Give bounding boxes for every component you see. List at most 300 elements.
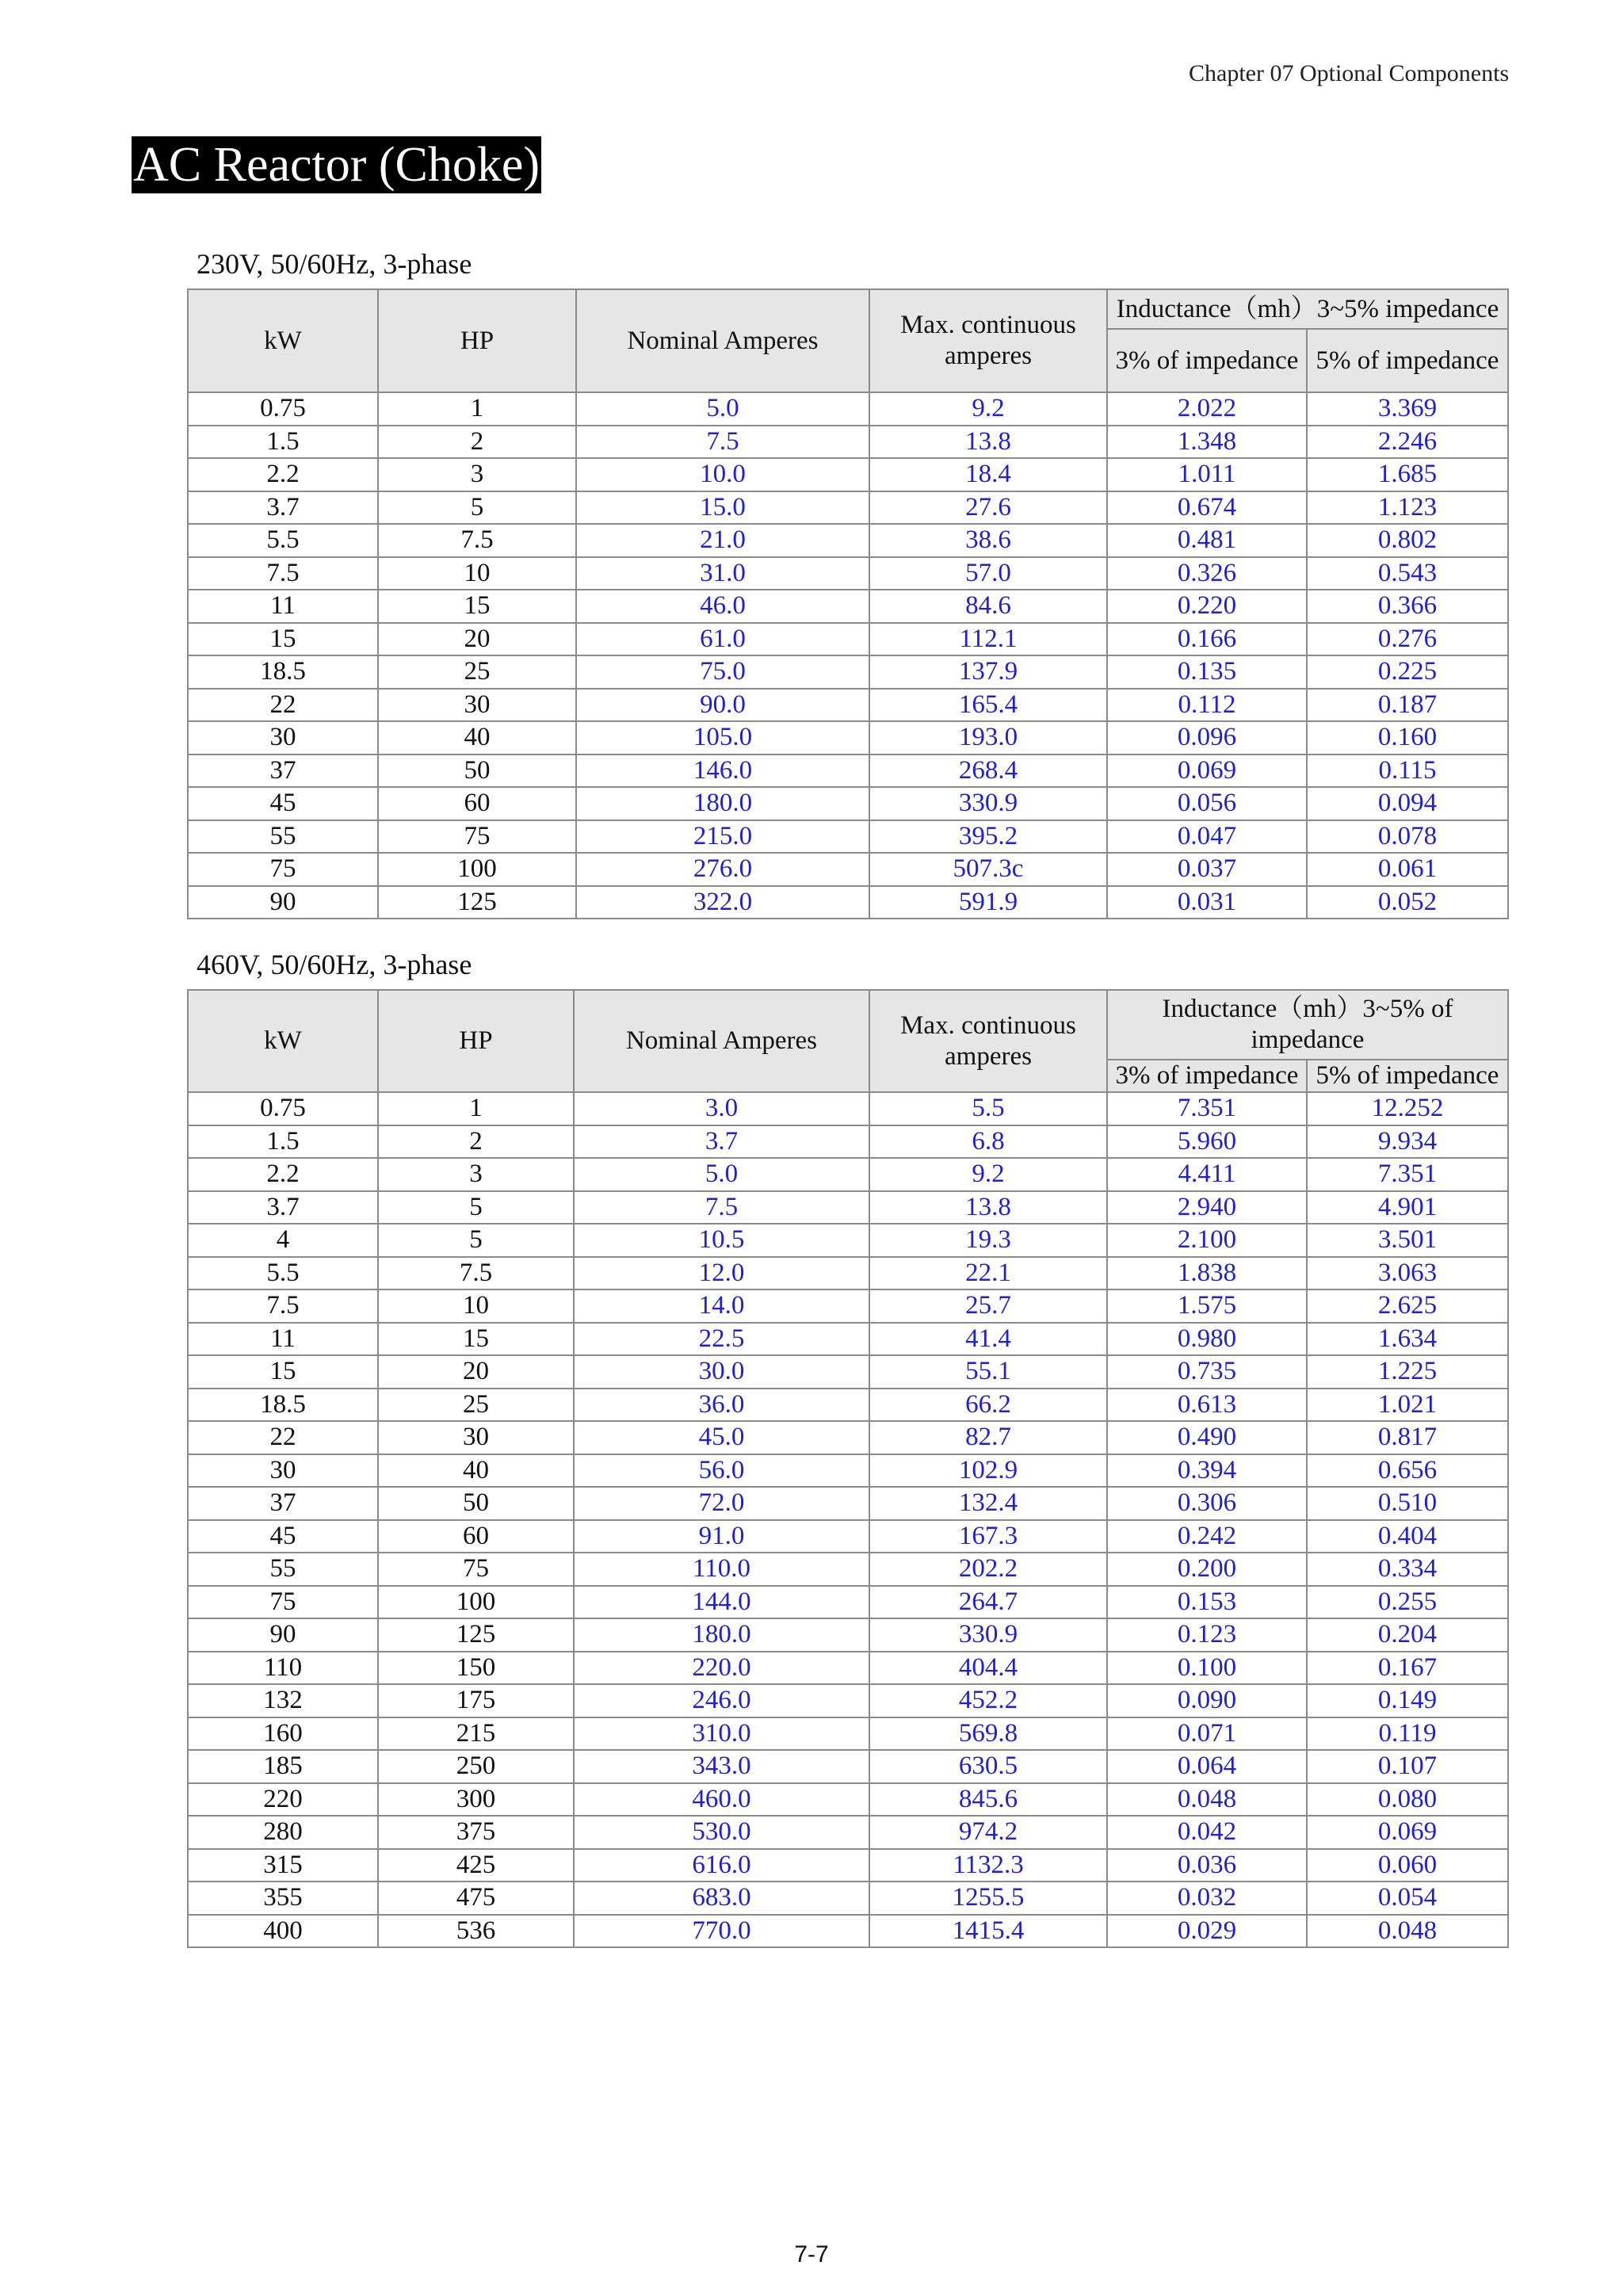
cell-kw: 355 (188, 1881, 378, 1915)
cell-nominal-amperes: 322.0 (576, 886, 869, 919)
cell-hp: 40 (378, 1454, 574, 1488)
table-row (188, 1618, 1508, 1652)
cell-nominal-amperes: 220.0 (574, 1652, 869, 1685)
col-kw-header: kW (188, 289, 378, 392)
cell-3pct-inductance: 0.481 (1107, 524, 1307, 557)
cell-kw: 18.5 (188, 1389, 378, 1422)
cell-5pct-inductance: 0.048 (1307, 1915, 1508, 1948)
cell-nominal-amperes: 110.0 (574, 1553, 869, 1586)
table-row (188, 1389, 1508, 1422)
cell-hp: 250 (378, 1750, 574, 1783)
cell-3pct-inductance: 0.056 (1107, 787, 1307, 820)
cell-max-continuous: 330.9 (869, 787, 1107, 820)
cell-3pct-inductance: 4.411 (1107, 1158, 1307, 1191)
table-row (188, 1849, 1508, 1882)
col-5pct-header: 5% of impedance (1307, 329, 1508, 392)
cell-hp: 100 (378, 853, 576, 886)
cell-3pct-inductance: 0.036 (1107, 1849, 1307, 1882)
cell-5pct-inductance: 0.802 (1307, 524, 1508, 557)
col-inductance-header: Inductance（mh）3~5% of impedance (1107, 990, 1508, 1060)
table-row (188, 1125, 1508, 1159)
cell-kw: 90 (188, 886, 378, 919)
col-hp-header: HP (378, 990, 574, 1092)
cell-hp: 75 (378, 1553, 574, 1586)
col-5pct-header: 5% of impedance (1307, 1060, 1508, 1092)
table-row (188, 755, 1508, 788)
cell-nominal-amperes: 36.0 (574, 1389, 869, 1422)
cell-hp: 3 (378, 458, 576, 491)
cell-5pct-inductance: 0.276 (1307, 623, 1508, 656)
cell-5pct-inductance: 1.634 (1307, 1323, 1508, 1356)
table-row (188, 1717, 1508, 1751)
cell-5pct-inductance: 3.063 (1307, 1257, 1508, 1290)
cell-nominal-amperes: 61.0 (576, 623, 869, 656)
cell-kw: 2.2 (188, 458, 378, 491)
cell-3pct-inductance: 0.200 (1107, 1553, 1307, 1586)
cell-kw: 110 (188, 1652, 378, 1685)
cell-3pct-inductance: 0.037 (1107, 853, 1307, 886)
cell-5pct-inductance: 0.255 (1307, 1586, 1508, 1619)
cell-nominal-amperes: 683.0 (574, 1881, 869, 1915)
table-row (188, 1553, 1508, 1586)
cell-max-continuous: 1255.5 (869, 1881, 1107, 1915)
cell-max-continuous: 55.1 (869, 1355, 1107, 1389)
cell-hp: 375 (378, 1816, 574, 1849)
cell-kw: 4 (188, 1224, 378, 1257)
page-number: 7-7 (794, 2241, 829, 2267)
cell-nominal-amperes: 343.0 (574, 1750, 869, 1783)
table-row (188, 623, 1508, 656)
cell-5pct-inductance: 1.225 (1307, 1355, 1508, 1389)
cell-max-continuous: 27.6 (869, 491, 1107, 525)
cell-kw: 1.5 (188, 426, 378, 459)
table-row (188, 1783, 1508, 1817)
cell-kw: 75 (188, 1586, 378, 1619)
cell-hp: 1 (378, 392, 576, 426)
cell-nominal-amperes: 770.0 (574, 1915, 869, 1948)
cell-kw: 2.2 (188, 1158, 378, 1191)
cell-5pct-inductance: 3.501 (1307, 1224, 1508, 1257)
table-row (188, 655, 1508, 689)
table-row (188, 1750, 1508, 1783)
cell-3pct-inductance: 1.838 (1107, 1257, 1307, 1290)
cell-kw: 11 (188, 1323, 378, 1356)
cell-5pct-inductance: 0.334 (1307, 1553, 1508, 1586)
cell-hp: 15 (378, 590, 576, 623)
table-row (188, 458, 1508, 491)
cell-hp: 536 (378, 1915, 574, 1948)
cell-nominal-amperes: 56.0 (574, 1454, 869, 1488)
cell-hp: 30 (378, 1421, 574, 1454)
cell-3pct-inductance: 0.031 (1107, 886, 1307, 919)
cell-max-continuous: 974.2 (869, 1816, 1107, 1849)
cell-max-continuous: 845.6 (869, 1783, 1107, 1817)
cell-max-continuous: 18.4 (869, 458, 1107, 491)
cell-kw: 0.75 (188, 1092, 378, 1125)
cell-3pct-inductance: 0.069 (1107, 755, 1307, 788)
cell-5pct-inductance: 0.115 (1307, 755, 1508, 788)
cell-max-continuous: 165.4 (869, 689, 1107, 722)
cell-3pct-inductance: 0.326 (1107, 557, 1307, 590)
cell-nominal-amperes: 75.0 (576, 655, 869, 689)
cell-3pct-inductance: 0.394 (1107, 1454, 1307, 1488)
cell-5pct-inductance: 0.510 (1307, 1487, 1508, 1520)
table-row (188, 1289, 1508, 1323)
cell-kw: 55 (188, 820, 378, 854)
table-row (188, 1421, 1508, 1454)
cell-5pct-inductance: 0.149 (1307, 1684, 1508, 1717)
cell-hp: 5 (378, 1224, 574, 1257)
col-inductance-header: Inductance（mh）3~5% impedance (1107, 289, 1508, 329)
cell-hp: 40 (378, 721, 576, 755)
cell-3pct-inductance: 0.071 (1107, 1717, 1307, 1751)
cell-kw: 220 (188, 1783, 378, 1817)
cell-max-continuous: 268.4 (869, 755, 1107, 788)
cell-nominal-amperes: 12.0 (574, 1257, 869, 1290)
cell-kw: 132 (188, 1684, 378, 1717)
table-row (188, 1454, 1508, 1488)
cell-nominal-amperes: 215.0 (576, 820, 869, 854)
col-max-continuous-header: Max. continuous amperes (869, 289, 1107, 392)
table-row (188, 1092, 1508, 1125)
cell-hp: 100 (378, 1586, 574, 1619)
cell-max-continuous: 38.6 (869, 524, 1107, 557)
cell-kw: 185 (188, 1750, 378, 1783)
cell-max-continuous: 395.2 (869, 820, 1107, 854)
cell-5pct-inductance: 0.366 (1307, 590, 1508, 623)
cell-max-continuous: 9.2 (869, 392, 1107, 426)
table-row (188, 1224, 1508, 1257)
cell-kw: 30 (188, 1454, 378, 1488)
cell-3pct-inductance: 0.153 (1107, 1586, 1307, 1619)
cell-hp: 2 (378, 426, 576, 459)
cell-max-continuous: 25.7 (869, 1289, 1107, 1323)
table-row (188, 886, 1508, 919)
cell-5pct-inductance: 0.187 (1307, 689, 1508, 722)
cell-nominal-amperes: 105.0 (576, 721, 869, 755)
cell-max-continuous: 137.9 (869, 655, 1107, 689)
cell-5pct-inductance: 0.160 (1307, 721, 1508, 755)
cell-kw: 1.5 (188, 1125, 378, 1159)
cell-5pct-inductance: 0.080 (1307, 1783, 1508, 1817)
cell-nominal-amperes: 7.5 (576, 426, 869, 459)
cell-max-continuous: 193.0 (869, 721, 1107, 755)
cell-5pct-inductance: 0.817 (1307, 1421, 1508, 1454)
cell-hp: 20 (378, 623, 576, 656)
cell-nominal-amperes: 10.0 (576, 458, 869, 491)
cell-max-continuous: 132.4 (869, 1487, 1107, 1520)
cell-kw: 315 (188, 1849, 378, 1882)
table-row (188, 1586, 1508, 1619)
cell-max-continuous: 404.4 (869, 1652, 1107, 1685)
cell-hp: 20 (378, 1355, 574, 1389)
cell-3pct-inductance: 0.306 (1107, 1487, 1307, 1520)
cell-max-continuous: 167.3 (869, 1520, 1107, 1553)
cell-hp: 10 (378, 1289, 574, 1323)
cell-kw: 15 (188, 1355, 378, 1389)
cell-5pct-inductance: 0.094 (1307, 787, 1508, 820)
cell-kw: 37 (188, 755, 378, 788)
table-row (188, 820, 1508, 854)
cell-kw: 90 (188, 1618, 378, 1652)
cell-max-continuous: 57.0 (869, 557, 1107, 590)
cell-nominal-amperes: 460.0 (574, 1783, 869, 1817)
cell-nominal-amperes: 5.0 (574, 1158, 869, 1191)
cell-kw: 3.7 (188, 491, 378, 525)
cell-hp: 25 (378, 1389, 574, 1422)
cell-max-continuous: 591.9 (869, 886, 1107, 919)
cell-3pct-inductance: 2.940 (1107, 1191, 1307, 1224)
col-3pct-header: 3% of impedance (1107, 1060, 1307, 1092)
cell-hp: 5 (378, 491, 576, 525)
cell-hp: 15 (378, 1323, 574, 1356)
cell-3pct-inductance: 0.042 (1107, 1816, 1307, 1849)
cell-5pct-inductance: 2.246 (1307, 426, 1508, 459)
cell-3pct-inductance: 1.011 (1107, 458, 1307, 491)
table-row (188, 1915, 1508, 1948)
cell-hp: 60 (378, 787, 576, 820)
cell-kw: 22 (188, 689, 378, 722)
cell-hp: 7.5 (378, 524, 576, 557)
col-hp-header: HP (378, 289, 576, 392)
table-row (188, 1684, 1508, 1717)
col-3pct-header: 3% of impedance (1107, 329, 1307, 392)
cell-nominal-amperes: 276.0 (576, 853, 869, 886)
cell-5pct-inductance: 0.167 (1307, 1652, 1508, 1685)
cell-kw: 45 (188, 1520, 378, 1553)
cell-max-continuous: 9.2 (869, 1158, 1107, 1191)
cell-nominal-amperes: 91.0 (574, 1520, 869, 1553)
reactor-table-230v (187, 288, 1509, 919)
cell-3pct-inductance: 2.022 (1107, 392, 1307, 426)
cell-max-continuous: 19.3 (869, 1224, 1107, 1257)
cell-3pct-inductance: 0.242 (1107, 1520, 1307, 1553)
cell-max-continuous: 5.5 (869, 1092, 1107, 1125)
table-row (188, 853, 1508, 886)
cell-5pct-inductance: 3.369 (1307, 392, 1508, 426)
cell-hp: 50 (378, 755, 576, 788)
cell-kw: 7.5 (188, 1289, 378, 1323)
cell-hp: 300 (378, 1783, 574, 1817)
cell-nominal-amperes: 14.0 (574, 1289, 869, 1323)
cell-hp: 3 (378, 1158, 574, 1191)
cell-nominal-amperes: 616.0 (574, 1849, 869, 1882)
cell-5pct-inductance: 0.054 (1307, 1881, 1508, 1915)
cell-kw: 30 (188, 721, 378, 755)
col-nominal-amperes-header: Nominal Amperes (574, 990, 869, 1092)
cell-kw: 18.5 (188, 655, 378, 689)
cell-nominal-amperes: 246.0 (574, 1684, 869, 1717)
cell-5pct-inductance: 0.078 (1307, 820, 1508, 854)
cell-kw: 0.75 (188, 392, 378, 426)
cell-max-continuous: 66.2 (869, 1389, 1107, 1422)
cell-3pct-inductance: 0.047 (1107, 820, 1307, 854)
cell-5pct-inductance: 0.060 (1307, 1849, 1508, 1882)
cell-3pct-inductance: 1.575 (1107, 1289, 1307, 1323)
table-230v-body (188, 392, 1508, 919)
cell-nominal-amperes: 22.5 (574, 1323, 869, 1356)
cell-kw: 55 (188, 1553, 378, 1586)
cell-max-continuous: 452.2 (869, 1684, 1107, 1717)
cell-3pct-inductance: 0.135 (1107, 655, 1307, 689)
cell-kw: 5.5 (188, 1257, 378, 1290)
cell-5pct-inductance: 9.934 (1307, 1125, 1508, 1159)
col-nominal-amperes-header: Nominal Amperes (576, 289, 869, 392)
cell-hp: 1 (378, 1092, 574, 1125)
cell-kw: 5.5 (188, 524, 378, 557)
table-row (188, 557, 1508, 590)
cell-nominal-amperes: 15.0 (576, 491, 869, 525)
cell-kw: 400 (188, 1915, 378, 1948)
cell-max-continuous: 13.8 (869, 1191, 1107, 1224)
cell-3pct-inductance: 0.735 (1107, 1355, 1307, 1389)
table-460v-body (188, 1092, 1508, 1947)
cell-5pct-inductance: 0.404 (1307, 1520, 1508, 1553)
cell-5pct-inductance: 0.225 (1307, 655, 1508, 689)
cell-5pct-inductance: 1.123 (1307, 491, 1508, 525)
cell-nominal-amperes: 7.5 (574, 1191, 869, 1224)
cell-max-continuous: 22.1 (869, 1257, 1107, 1290)
cell-max-continuous: 102.9 (869, 1454, 1107, 1488)
table-row (188, 1487, 1508, 1520)
cell-max-continuous: 330.9 (869, 1618, 1107, 1652)
page-title: AC Reactor (Choke) (133, 138, 540, 192)
cell-3pct-inductance: 0.048 (1107, 1783, 1307, 1817)
col-kw-header: kW (188, 990, 378, 1092)
cell-5pct-inductance: 12.252 (1307, 1092, 1508, 1125)
cell-hp: 150 (378, 1652, 574, 1685)
cell-3pct-inductance: 0.980 (1107, 1323, 1307, 1356)
cell-kw: 280 (188, 1816, 378, 1849)
cell-nominal-amperes: 310.0 (574, 1717, 869, 1751)
table-row (188, 392, 1508, 426)
reactor-table-460v (187, 989, 1509, 1948)
cell-max-continuous: 1415.4 (869, 1915, 1107, 1948)
cell-hp: 60 (378, 1520, 574, 1553)
cell-hp: 175 (378, 1684, 574, 1717)
cell-3pct-inductance: 5.960 (1107, 1125, 1307, 1159)
cell-max-continuous: 569.8 (869, 1717, 1107, 1751)
cell-3pct-inductance: 0.112 (1107, 689, 1307, 722)
table-row (188, 721, 1508, 755)
cell-max-continuous: 264.7 (869, 1586, 1107, 1619)
cell-5pct-inductance: 1.685 (1307, 458, 1508, 491)
cell-nominal-amperes: 5.0 (576, 392, 869, 426)
cell-3pct-inductance: 0.123 (1107, 1618, 1307, 1652)
cell-hp: 425 (378, 1849, 574, 1882)
cell-3pct-inductance: 0.096 (1107, 721, 1307, 755)
cell-nominal-amperes: 46.0 (576, 590, 869, 623)
cell-3pct-inductance: 0.090 (1107, 1684, 1307, 1717)
cell-max-continuous: 112.1 (869, 623, 1107, 656)
table-row (188, 491, 1508, 525)
cell-nominal-amperes: 530.0 (574, 1816, 869, 1849)
table-row (188, 1355, 1508, 1389)
table-row (188, 590, 1508, 623)
col-max-continuous-header: Max. continuous amperes (869, 990, 1107, 1092)
cell-5pct-inductance: 0.107 (1307, 1750, 1508, 1783)
cell-max-continuous: 84.6 (869, 590, 1107, 623)
cell-kw: 11 (188, 590, 378, 623)
cell-max-continuous: 82.7 (869, 1421, 1107, 1454)
cell-max-continuous: 6.8 (869, 1125, 1107, 1159)
table-row (188, 524, 1508, 557)
cell-5pct-inductance: 7.351 (1307, 1158, 1508, 1191)
table-row (188, 1158, 1508, 1191)
table-row (188, 1652, 1508, 1685)
cell-3pct-inductance: 0.029 (1107, 1915, 1307, 1948)
cell-nominal-amperes: 10.5 (574, 1224, 869, 1257)
cell-5pct-inductance: 0.061 (1307, 853, 1508, 886)
cell-5pct-inductance: 4.901 (1307, 1191, 1508, 1224)
table-230v-subtitle: 230V, 50/60Hz, 3-phase (197, 248, 472, 280)
cell-5pct-inductance: 0.069 (1307, 1816, 1508, 1849)
cell-3pct-inductance: 0.100 (1107, 1652, 1307, 1685)
cell-kw: 22 (188, 1421, 378, 1454)
cell-max-continuous: 507.3c (869, 853, 1107, 886)
table-row (188, 1520, 1508, 1553)
cell-hp: 30 (378, 689, 576, 722)
cell-nominal-amperes: 90.0 (576, 689, 869, 722)
cell-3pct-inductance: 7.351 (1107, 1092, 1307, 1125)
cell-3pct-inductance: 0.032 (1107, 1881, 1307, 1915)
table-row (188, 1257, 1508, 1290)
cell-hp: 7.5 (378, 1257, 574, 1290)
table-row (188, 426, 1508, 459)
cell-hp: 125 (378, 1618, 574, 1652)
cell-nominal-amperes: 72.0 (574, 1487, 869, 1520)
cell-nominal-amperes: 45.0 (574, 1421, 869, 1454)
cell-max-continuous: 630.5 (869, 1750, 1107, 1783)
cell-3pct-inductance: 0.674 (1107, 491, 1307, 525)
cell-hp: 125 (378, 886, 576, 919)
cell-nominal-amperes: 180.0 (574, 1618, 869, 1652)
cell-max-continuous: 202.2 (869, 1553, 1107, 1586)
cell-hp: 5 (378, 1191, 574, 1224)
cell-5pct-inductance: 0.656 (1307, 1454, 1508, 1488)
cell-3pct-inductance: 0.166 (1107, 623, 1307, 656)
table-row (188, 1816, 1508, 1849)
cell-kw: 45 (188, 787, 378, 820)
cell-5pct-inductance: 0.204 (1307, 1618, 1508, 1652)
cell-hp: 75 (378, 820, 576, 854)
cell-hp: 50 (378, 1487, 574, 1520)
cell-3pct-inductance: 0.490 (1107, 1421, 1307, 1454)
cell-hp: 2 (378, 1125, 574, 1159)
cell-max-continuous: 13.8 (869, 426, 1107, 459)
cell-nominal-amperes: 144.0 (574, 1586, 869, 1619)
cell-3pct-inductance: 0.064 (1107, 1750, 1307, 1783)
cell-nominal-amperes: 30.0 (574, 1355, 869, 1389)
cell-max-continuous: 1132.3 (869, 1849, 1107, 1882)
cell-kw: 75 (188, 853, 378, 886)
cell-max-continuous: 41.4 (869, 1323, 1107, 1356)
cell-nominal-amperes: 146.0 (576, 755, 869, 788)
cell-5pct-inductance: 2.625 (1307, 1289, 1508, 1323)
cell-5pct-inductance: 0.543 (1307, 557, 1508, 590)
cell-5pct-inductance: 0.119 (1307, 1717, 1508, 1751)
cell-hp: 25 (378, 655, 576, 689)
cell-kw: 7.5 (188, 557, 378, 590)
cell-hp: 10 (378, 557, 576, 590)
cell-nominal-amperes: 31.0 (576, 557, 869, 590)
table-row (188, 1191, 1508, 1224)
cell-kw: 160 (188, 1717, 378, 1751)
table-row (188, 787, 1508, 820)
cell-5pct-inductance: 1.021 (1307, 1389, 1508, 1422)
table-row (188, 1323, 1508, 1356)
table-row (188, 1881, 1508, 1915)
